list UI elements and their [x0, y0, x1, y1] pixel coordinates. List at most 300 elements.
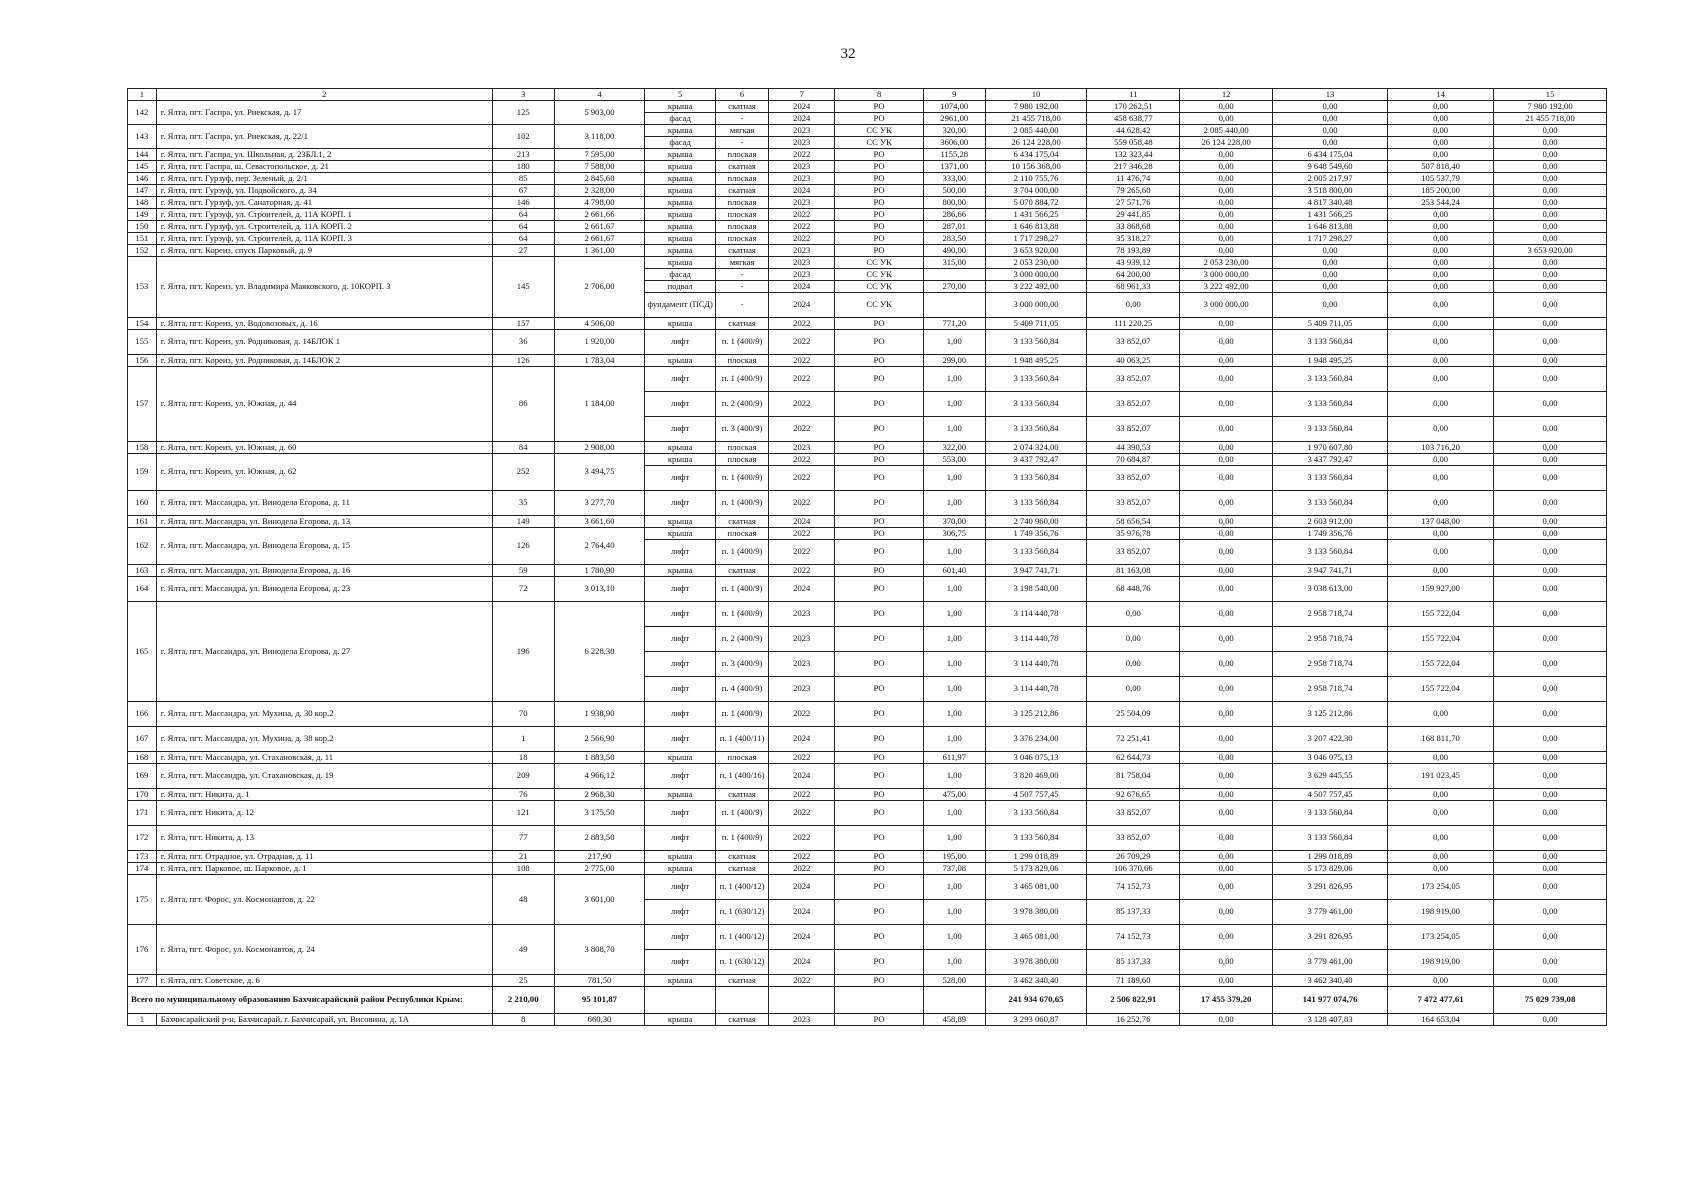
- table-row: [128, 185, 1607, 197]
- year: 2023: [769, 257, 835, 269]
- address-cell: г. Ялта, пгт. Массандра, ул. Винодела Егорова, д. 23: [156, 577, 492, 602]
- address-cell: г. Ялта, пгт. Парковое, ш. Парковое, д. 1: [156, 863, 492, 875]
- fund-regoperator: 0,00: [1273, 101, 1388, 113]
- fund-regoperator: 5 173 829,06: [1273, 863, 1388, 875]
- cost-psd: 33 852,07: [1087, 540, 1180, 565]
- fund-owner: 0,00: [1180, 417, 1273, 442]
- work-detail: -: [716, 137, 769, 149]
- address-cell: г. Ялта, пгт. Кореиз, ул. Южная, д. 60: [156, 442, 492, 454]
- work-detail: скатная: [716, 863, 769, 875]
- fund-owner: 0,00: [1180, 702, 1273, 727]
- fund-owner: 0,00: [1180, 330, 1273, 355]
- fund-owner: 0,00: [1180, 392, 1273, 417]
- cost-total: 3 820 469,00: [985, 764, 1087, 789]
- cost-psd: 33 868,68: [1087, 221, 1180, 233]
- fund-owner: 3 000 000,00: [1180, 293, 1273, 318]
- building-area: 1 920,00: [554, 330, 645, 355]
- fund-owner: 26 124 228,00: [1180, 137, 1273, 149]
- building-area: 3 118,00: [554, 125, 645, 149]
- work-type: лифт: [645, 875, 716, 900]
- volume: 1,00: [923, 417, 985, 442]
- volume: 370,00: [923, 516, 985, 528]
- work-detail: плоская: [716, 197, 769, 209]
- fund-owner: 0,00: [1180, 209, 1273, 221]
- cost-psd: 29 441,85: [1087, 209, 1180, 221]
- executor: РО: [835, 752, 923, 764]
- executor: РО: [835, 1014, 923, 1026]
- address-cell: г. Ялта, пгт. Гаспра, ул. Риекская, д. 22/1: [156, 125, 492, 149]
- volume: 500,00: [923, 185, 985, 197]
- cost-total: 7 980 192,00: [985, 101, 1087, 113]
- address-cell: г. Ялта, пгт. Кореиз, ул. Южная, д. 44: [156, 367, 492, 442]
- apartments-count: 252: [492, 454, 554, 491]
- volume: 1,00: [923, 875, 985, 900]
- cost-psd: 33 852,07: [1087, 417, 1180, 442]
- fund-other: 0,00: [1494, 367, 1607, 392]
- cost-total: 3 114 440,78: [985, 652, 1087, 677]
- address-cell: г. Ялта, пгт. Гурзуф, ул. Строителей, д. 11А КОРП. 1: [156, 209, 492, 221]
- table-row: [128, 975, 1607, 987]
- address-cell: г. Ялта, пгт. Массандра, ул. Стахановская, д. 19: [156, 764, 492, 789]
- address-cell: г. Ялта, пгт. Массандра, ул. Стахановская, д. 11: [156, 752, 492, 764]
- row-number: 171: [128, 801, 157, 826]
- executor: РО: [835, 197, 923, 209]
- cost-psd: 44 628,42: [1087, 125, 1180, 137]
- fund-owner: 0,00: [1180, 491, 1273, 516]
- fund-owner: 0,00: [1180, 851, 1273, 863]
- work-type: фасад: [645, 269, 716, 281]
- cost-psd: 217 346,28: [1087, 161, 1180, 173]
- cost-psd: 16 252,76: [1087, 1014, 1180, 1026]
- fund-owner: 0,00: [1180, 113, 1273, 125]
- fund-other: 0,00: [1494, 1014, 1607, 1026]
- year: 2024: [769, 727, 835, 752]
- executor: РО: [835, 209, 923, 221]
- cost-total: 1 299 018,89: [985, 851, 1087, 863]
- column-number-11: 11: [1087, 89, 1180, 101]
- address-cell: г. Ялта, пгт. Гурзуф, ул. Санаторная, д. 41: [156, 197, 492, 209]
- fund-regoperator: 1 431 566,25: [1273, 209, 1388, 221]
- year: 2022: [769, 221, 835, 233]
- fund-owner: 0,00: [1180, 221, 1273, 233]
- column-number-7: 7: [769, 89, 835, 101]
- work-type: крыша: [645, 233, 716, 245]
- building-area: 4 506,00: [554, 318, 645, 330]
- work-detail: п. 1 (400/9): [716, 466, 769, 491]
- cost-total: 3 376 234,00: [985, 727, 1087, 752]
- cost-total: 3 465 081,00: [985, 925, 1087, 950]
- fund-other: 0,00: [1494, 565, 1607, 577]
- year: 2023: [769, 245, 835, 257]
- fund-budget: 0,00: [1388, 702, 1494, 727]
- row-number: 145: [128, 161, 157, 173]
- fund-owner: 3 222 492,00: [1180, 281, 1273, 293]
- work-type: крыша: [645, 221, 716, 233]
- cost-psd: 458 638,77: [1087, 113, 1180, 125]
- fund-owner: 0,00: [1180, 826, 1273, 851]
- fund-other: 0,00: [1494, 764, 1607, 789]
- fund-budget: 0,00: [1388, 221, 1494, 233]
- address-cell: г. Ялта, пгт. Никита, д. 12: [156, 801, 492, 826]
- apartments-count: 8: [492, 1014, 554, 1026]
- work-type: крыша: [645, 125, 716, 137]
- cost-psd: 33 852,07: [1087, 466, 1180, 491]
- cost-total: 1 948 495,25: [985, 355, 1087, 367]
- fund-budget: 253 544,24: [1388, 197, 1494, 209]
- column-number-13: 13: [1273, 89, 1388, 101]
- volume: 1,00: [923, 925, 985, 950]
- apartments-count: 125: [492, 101, 554, 125]
- executor: РО: [835, 863, 923, 875]
- row-number: 168: [128, 752, 157, 764]
- fund-owner: 0,00: [1180, 863, 1273, 875]
- fund-other: 0,00: [1494, 466, 1607, 491]
- volume: 270,00: [923, 281, 985, 293]
- fund-budget: 0,00: [1388, 752, 1494, 764]
- apartments-count: 64: [492, 209, 554, 221]
- fund-other: 0,00: [1494, 221, 1607, 233]
- table-row: [128, 577, 1607, 602]
- table-row: [128, 221, 1607, 233]
- apartments-count: 85: [492, 173, 554, 185]
- executor: РО: [835, 516, 923, 528]
- table-row: [128, 209, 1607, 221]
- fund-regoperator: 3 291 826,95: [1273, 875, 1388, 900]
- year: 2024: [769, 293, 835, 318]
- volume: 1,00: [923, 826, 985, 851]
- executor: РО: [835, 528, 923, 540]
- fund-other: 0,00: [1494, 627, 1607, 652]
- work-type: лифт: [645, 925, 716, 950]
- address-cell: г. Ялта, пгт. Массандра, ул. Винодела Егорова, д. 27: [156, 602, 492, 702]
- cost-psd: 62 644,73: [1087, 752, 1180, 764]
- cost-psd: 0,00: [1087, 677, 1180, 702]
- year: 2022: [769, 789, 835, 801]
- work-detail: п. 1 (400/9): [716, 367, 769, 392]
- row-number: 161: [128, 516, 157, 528]
- fund-regoperator: 3 947 741,71: [1273, 565, 1388, 577]
- year: 2022: [769, 540, 835, 565]
- executor: РО: [835, 392, 923, 417]
- building-area: 217,90: [554, 851, 645, 863]
- column-number-8: 8: [835, 89, 923, 101]
- fund-regoperator: 4 817 340,48: [1273, 197, 1388, 209]
- work-detail: п. 2 (400/9): [716, 392, 769, 417]
- fund-budget: 0,00: [1388, 801, 1494, 826]
- fund-regoperator: 1 948 495,25: [1273, 355, 1388, 367]
- cost-total: 3 133 560,84: [985, 330, 1087, 355]
- work-type: лифт: [645, 826, 716, 851]
- cost-total: 3 114 440,78: [985, 602, 1087, 627]
- work-detail: плоская: [716, 233, 769, 245]
- fund-owner: 0,00: [1180, 516, 1273, 528]
- row-number: 150: [128, 221, 157, 233]
- building-area: 7 588,00: [554, 161, 645, 173]
- row-number: 156: [128, 355, 157, 367]
- fund-other: 0,00: [1494, 318, 1607, 330]
- work-detail: п. 1 (400/9): [716, 577, 769, 602]
- fund-regoperator: 9 648 549,60: [1273, 161, 1388, 173]
- table-row: [128, 1014, 1607, 1026]
- cost-psd: 170 262,51: [1087, 101, 1180, 113]
- executor: РО: [835, 677, 923, 702]
- fund-owner: 2 085 440,00: [1180, 125, 1273, 137]
- fund-other: 0,00: [1494, 528, 1607, 540]
- total-psd: 2 506 822,91: [1087, 987, 1180, 1014]
- volume: [923, 269, 985, 281]
- work-type: лифт: [645, 466, 716, 491]
- cost-psd: 33 852,07: [1087, 491, 1180, 516]
- fund-other: 0,00: [1494, 900, 1607, 925]
- work-detail: мягкая: [716, 125, 769, 137]
- fund-budget: 0,00: [1388, 975, 1494, 987]
- work-detail: п. 4 (400/9): [716, 677, 769, 702]
- cost-total: 3 125 212,86: [985, 702, 1087, 727]
- work-type: крыша: [645, 101, 716, 113]
- volume: 1,00: [923, 491, 985, 516]
- row-number: 148: [128, 197, 157, 209]
- executor: СС УК: [835, 257, 923, 269]
- building-area: 1 780,90: [554, 565, 645, 577]
- executor: РО: [835, 652, 923, 677]
- cost-psd: 58 656,54: [1087, 516, 1180, 528]
- fund-regoperator: 0,00: [1273, 257, 1388, 269]
- column-number-10: 10: [985, 89, 1087, 101]
- fund-budget: 0,00: [1388, 137, 1494, 149]
- fund-regoperator: 3 125 212,86: [1273, 702, 1388, 727]
- building-area: 4 798,00: [554, 197, 645, 209]
- fund-budget: 0,00: [1388, 245, 1494, 257]
- cost-total: 3 704 000,00: [985, 185, 1087, 197]
- year: 2022: [769, 752, 835, 764]
- apartments-count: 102: [492, 125, 554, 149]
- row-number: 170: [128, 789, 157, 801]
- executor: РО: [835, 101, 923, 113]
- volume: 1,00: [923, 900, 985, 925]
- year: 2022: [769, 528, 835, 540]
- building-area: 1 361,00: [554, 245, 645, 257]
- year: 2023: [769, 173, 835, 185]
- work-type: крыша: [645, 516, 716, 528]
- executor: РО: [835, 185, 923, 197]
- building-area: 2 845,60: [554, 173, 645, 185]
- fund-owner: 0,00: [1180, 577, 1273, 602]
- fund-owner: 0,00: [1180, 975, 1273, 987]
- apartments-count: 64: [492, 233, 554, 245]
- year: 2023: [769, 269, 835, 281]
- work-type: лифт: [645, 330, 716, 355]
- work-type: фасад: [645, 113, 716, 125]
- row-number: 147: [128, 185, 157, 197]
- apartments-count: 209: [492, 764, 554, 789]
- work-detail: скатная: [716, 851, 769, 863]
- fund-budget: 0,00: [1388, 466, 1494, 491]
- cost-psd: 64 200,00: [1087, 269, 1180, 281]
- cost-total: 4 507 757,45: [985, 789, 1087, 801]
- volume: 1,00: [923, 727, 985, 752]
- work-type: крыша: [645, 789, 716, 801]
- executor: РО: [835, 851, 923, 863]
- cost-total: 2 085 440,00: [985, 125, 1087, 137]
- volume: 1,00: [923, 466, 985, 491]
- total-label: Всего по муниципальному образованию Бахчисарайский район Республики Крым:: [128, 987, 493, 1014]
- work-type: крыша: [645, 257, 716, 269]
- fund-budget: 0,00: [1388, 149, 1494, 161]
- building-area: 3 601,00: [554, 875, 645, 925]
- fund-regoperator: 3 629 445,55: [1273, 764, 1388, 789]
- fund-regoperator: 3 291 826,95: [1273, 925, 1388, 950]
- building-area: 1 783,04: [554, 355, 645, 367]
- volume: 315,00: [923, 257, 985, 269]
- work-detail: -: [716, 293, 769, 318]
- fund-owner: 0,00: [1180, 1014, 1273, 1026]
- row-number: 143: [128, 125, 157, 149]
- cost-total: 2 110 755,76: [985, 173, 1087, 185]
- work-detail: -: [716, 281, 769, 293]
- work-detail: скатная: [716, 516, 769, 528]
- fund-owner: 0,00: [1180, 185, 1273, 197]
- fund-regoperator: 3 462 340,40: [1273, 975, 1388, 987]
- work-type: крыша: [645, 355, 716, 367]
- fund-budget: 0,00: [1388, 113, 1494, 125]
- work-detail: скатная: [716, 185, 769, 197]
- building-area: 2 968,30: [554, 789, 645, 801]
- apartments-count: 146: [492, 197, 554, 209]
- fund-owner: 2 053 230,00: [1180, 257, 1273, 269]
- table-row: [128, 330, 1607, 355]
- fund-budget: 0,00: [1388, 209, 1494, 221]
- cost-psd: 81 163,08: [1087, 565, 1180, 577]
- fund-regoperator: 0,00: [1273, 245, 1388, 257]
- cost-total: 3 978 380,00: [985, 900, 1087, 925]
- building-area: 3 013,10: [554, 577, 645, 602]
- work-detail: п. 1 (400/9): [716, 801, 769, 826]
- address-cell: г. Ялта, пгт. Форос, ул. Космонавтов, д. 22: [156, 875, 492, 925]
- cost-total: 3 222 492,00: [985, 281, 1087, 293]
- executor: РО: [835, 318, 923, 330]
- volume: 528,00: [923, 975, 985, 987]
- fund-regoperator: 2 005 217,97: [1273, 173, 1388, 185]
- cost-total: 10 156 368,00: [985, 161, 1087, 173]
- fund-other: 0,00: [1494, 330, 1607, 355]
- executor: РО: [835, 245, 923, 257]
- row-number: 149: [128, 209, 157, 221]
- building-area: 781,50: [554, 975, 645, 987]
- volume: 333,00: [923, 173, 985, 185]
- fund-budget: 168 811,70: [1388, 727, 1494, 752]
- fund-other: 0,00: [1494, 355, 1607, 367]
- apartments-count: 157: [492, 318, 554, 330]
- fund-regoperator: 3 518 800,00: [1273, 185, 1388, 197]
- fund-regoperator: 3 779 461,00: [1273, 900, 1388, 925]
- row-number: 166: [128, 702, 157, 727]
- cost-total: 2 074 324,00: [985, 442, 1087, 454]
- volume: 458,89: [923, 1014, 985, 1026]
- cost-total: 5 409 711,05: [985, 318, 1087, 330]
- row-number: 164: [128, 577, 157, 602]
- fund-owner: 0,00: [1180, 466, 1273, 491]
- year: 2022: [769, 392, 835, 417]
- cost-total: 1 431 566,25: [985, 209, 1087, 221]
- fund-regoperator: 1 646 813,88: [1273, 221, 1388, 233]
- work-detail: плоская: [716, 454, 769, 466]
- row-number: 146: [128, 173, 157, 185]
- fund-budget: 0,00: [1388, 565, 1494, 577]
- year: 2022: [769, 355, 835, 367]
- address-cell: г. Ялта, пгт. Никита, д. 1: [156, 789, 492, 801]
- executor: СС УК: [835, 293, 923, 318]
- fund-regoperator: 0,00: [1273, 137, 1388, 149]
- volume: 1,00: [923, 702, 985, 727]
- fund-budget: 164 653,04: [1388, 1014, 1494, 1026]
- cost-total: 3 133 560,84: [985, 367, 1087, 392]
- apartments-count: 72: [492, 577, 554, 602]
- fund-budget: 155 722,04: [1388, 652, 1494, 677]
- table-row: [128, 702, 1607, 727]
- table-row: [128, 355, 1607, 367]
- work-type: крыша: [645, 454, 716, 466]
- work-detail: п. 1 (400/12): [716, 875, 769, 900]
- fund-owner: 0,00: [1180, 233, 1273, 245]
- address-cell: г. Ялта, пгт. Массандра, ул. Винодела Егорова, д. 15: [156, 528, 492, 565]
- fund-budget: 0,00: [1388, 367, 1494, 392]
- work-type: лифт: [645, 602, 716, 627]
- year: 2024: [769, 281, 835, 293]
- year: 2022: [769, 851, 835, 863]
- address-cell: г. Ялта, пгт. Кореиз, ул. Родниковая, д. 14БЛОК 2: [156, 355, 492, 367]
- work-type: лифт: [645, 727, 716, 752]
- work-detail: п. 1 (400/9): [716, 702, 769, 727]
- fund-other: 0,00: [1494, 789, 1607, 801]
- fund-other: 0,00: [1494, 281, 1607, 293]
- cost-total: 3 437 792,47: [985, 454, 1087, 466]
- address-cell: г. Ялта, пгт. Массандра, ул. Мухина, д. 30 кор.2: [156, 702, 492, 727]
- volume: 195,00: [923, 851, 985, 863]
- row-number: 153: [128, 257, 157, 318]
- table-row: [128, 516, 1607, 528]
- total-cost: 241 934 670,65: [985, 987, 1087, 1014]
- fund-regoperator: 3 133 560,84: [1273, 491, 1388, 516]
- fund-owner: 0,00: [1180, 454, 1273, 466]
- page-number: 32: [840, 46, 856, 62]
- cost-total: 2 053 230,00: [985, 257, 1087, 269]
- address-cell: г. Ялта, пгт. Гаспра, ул. Риекская, д. 17: [156, 101, 492, 125]
- executor: РО: [835, 627, 923, 652]
- fund-budget: 173 254,05: [1388, 925, 1494, 950]
- year: 2022: [769, 367, 835, 392]
- work-type: крыша: [645, 851, 716, 863]
- work-type: лифт: [645, 392, 716, 417]
- volume: 1,00: [923, 677, 985, 702]
- cost-total: 3 462 340,40: [985, 975, 1087, 987]
- cost-total: 5 173 829,06: [985, 863, 1087, 875]
- work-detail: п. 3 (400/9): [716, 417, 769, 442]
- apartments-count: 84: [492, 442, 554, 454]
- volume: 286,66: [923, 209, 985, 221]
- work-type: крыша: [645, 1014, 716, 1026]
- fund-other: 0,00: [1494, 442, 1607, 454]
- column-number-12: 12: [1180, 89, 1273, 101]
- year: 2023: [769, 125, 835, 137]
- work-detail: плоская: [716, 149, 769, 161]
- row-number: 158: [128, 442, 157, 454]
- row-number: 142: [128, 101, 157, 125]
- volume: 771,20: [923, 318, 985, 330]
- year: 2022: [769, 233, 835, 245]
- work-detail: скатная: [716, 101, 769, 113]
- year: 2023: [769, 197, 835, 209]
- row-number: 167: [128, 727, 157, 752]
